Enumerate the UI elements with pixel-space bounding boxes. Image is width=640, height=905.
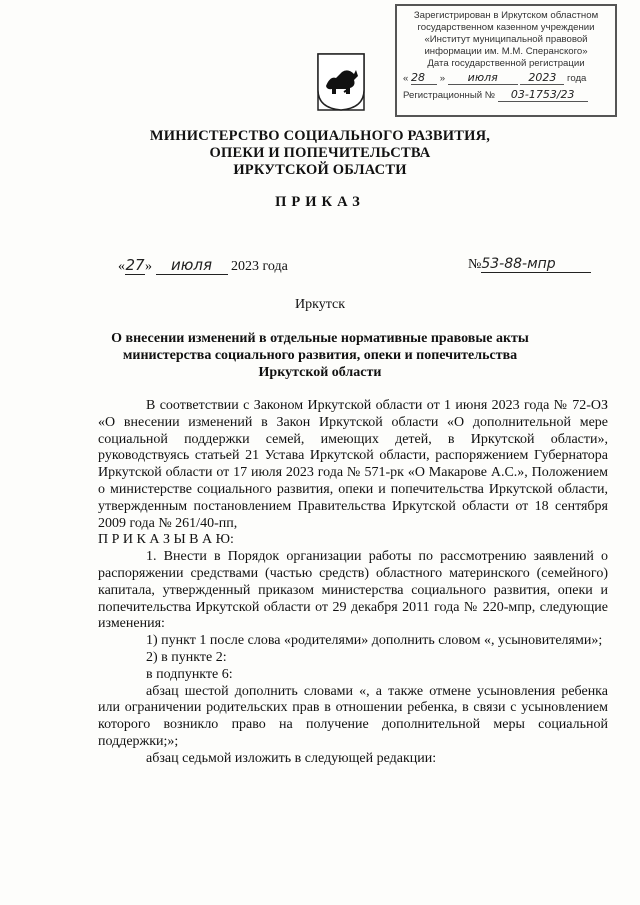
stamp-line: Дата государственной регистрации — [427, 58, 585, 69]
stamp-date-day: 28 — [411, 72, 437, 85]
stamp-reg-number-value: 03-1753/23 — [498, 89, 588, 102]
paragraph-abzac-7: абзац седьмой изложить в следующей редакции: — [146, 750, 437, 766]
stamp-line: «Институт муниципальной правовой — [424, 34, 588, 45]
coat-of-arms-emblem — [316, 52, 366, 112]
order-number: №53-88-мпр — [468, 256, 591, 273]
preamble-paragraph: В соответствии с Законом Иркутской области от 1 июня 2023 года № 72-ОЗ «О внесении изменений в Закон Иркутской области «О дополнительной мере социальной поддержки семей, имеющих детей, в Иркутской области», руководствуясь статьей 21 Устава Иркутской области, распоряжением Губернатора Иркутской области от 17 июля 2023 года № 571-рк «О Макарове А.С.», Положением о министерстве социального развития, опеки и попечительства Иркутской области, утвержденным постановлением Правительства Иркутской области от 18 сентября 2009 года № 261/40-пп, — [98, 398, 608, 531]
stamp-line: информации им. М.М. Сперанского» — [424, 46, 588, 57]
order-number-value: 53-88-мпр — [481, 256, 591, 273]
stamp-registration-date: « 28 » июля 2023 года — [403, 71, 587, 84]
order-directive: П Р И К А З Ы В А Ю: — [98, 532, 234, 548]
order-date: «27» июля 2023 года — [118, 256, 288, 274]
order-date-month: июля — [156, 256, 228, 275]
order-body — [98, 398, 608, 768]
paragraph-subpoint-6: в подпункте 6: — [146, 666, 233, 682]
city-name: Иркутск — [294, 297, 346, 312]
order-subject: О внесении изменений в отдельные нормативные правовые акты министерства социального развития, опеки и попечительства Иркутской области — [111, 331, 529, 380]
stamp-date-month: июля — [448, 72, 518, 85]
paragraph-subitem-2: 2) в пункте 2: — [146, 649, 227, 665]
paragraph-item-1: 1. Внести в Порядок организации работы по рассмотрению заявлений о распоряжении средствами (частью средств) областного материнского (семейного) капитала, утвержденный приказом министерства социального развития, опеки и попечительства Иркутской области от 29 декабря 2011 года № 220-мпр, следующие изменения: — [98, 549, 608, 632]
paragraph-abzac-6: абзац шестой дополнить словами «, а также отмене усыновления ребенка или ограничении родительских прав в отношении ребенка, в связи с усыновлением которого возникло право на получение дополнительной меры социальной поддержки;»; — [98, 683, 608, 749]
stamp-line: Зарегистрирован в Иркутском областном — [413, 10, 599, 21]
document-type-title: ПРИКАЗ — [275, 194, 365, 210]
paragraph-subitem-1: 1) пункт 1 после слова «родителями» дополнить словом «, усыновителями»; — [146, 633, 603, 649]
stamp-date-year: 2023 — [520, 72, 564, 85]
ministry-name: МИНИСТЕРСТВО СОЦИАЛЬНОГО РАЗВИТИЯ, ОПЕКИ И ПОПЕЧИТЕЛЬСТВА ИРКУТСКОЙ ОБЛАСТИ — [149, 128, 491, 178]
stamp-registration-number: Регистрационный № 03-1753/23 — [403, 89, 609, 102]
registration-stamp — [395, 4, 617, 117]
order-date-year: 2023 года — [231, 259, 288, 274]
order-date-day: 27 — [125, 256, 145, 274]
stamp-line: государственном казенном учреждении — [417, 22, 595, 33]
